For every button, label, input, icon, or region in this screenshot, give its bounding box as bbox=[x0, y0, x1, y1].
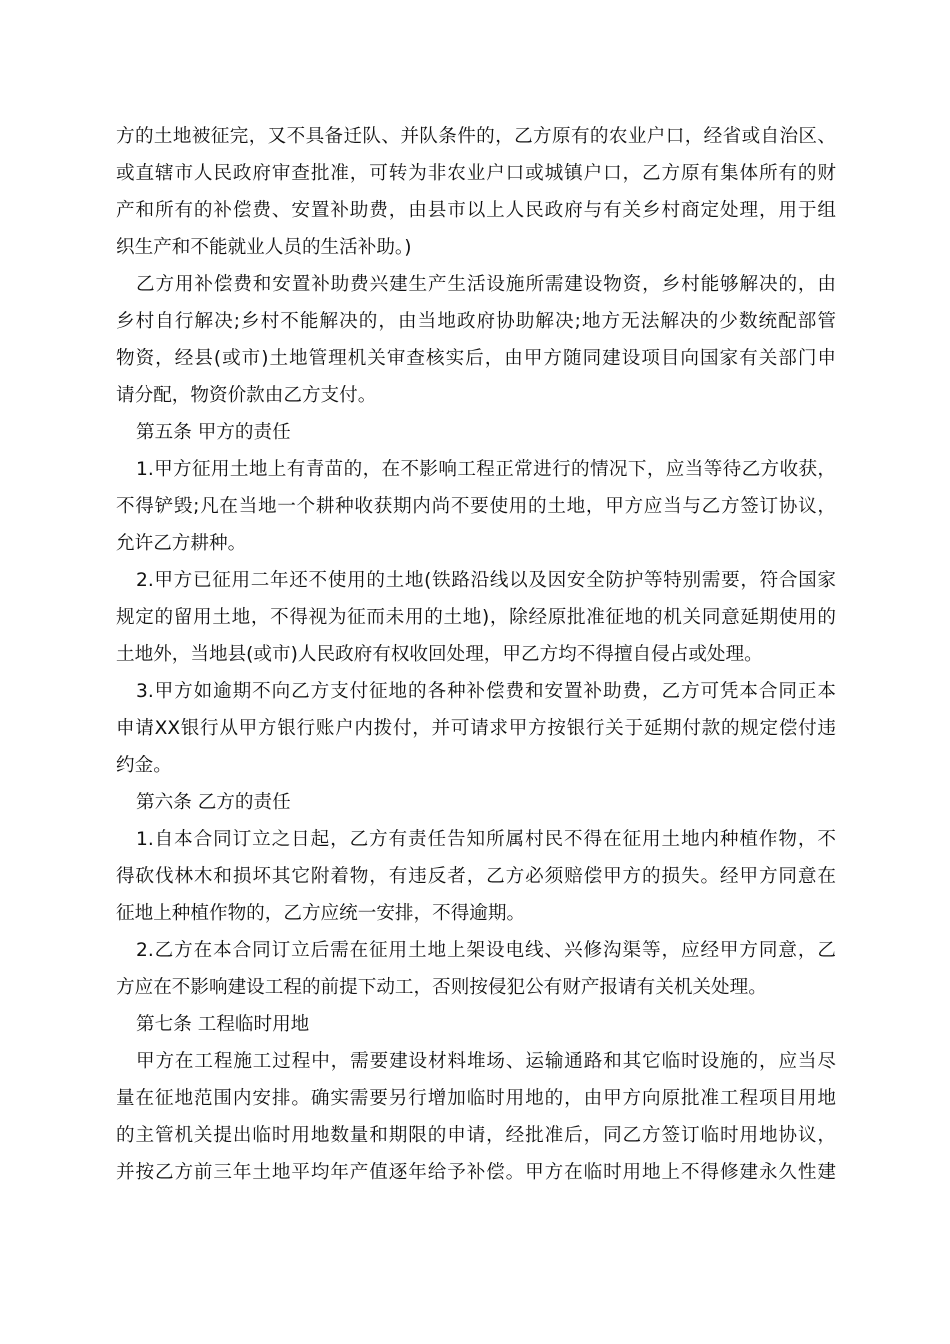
text-line: 织生产和不能就业人员的生活补助。) bbox=[116, 237, 412, 258]
document-body bbox=[116, 118, 836, 1191]
text-line: 第六条 乙方的责任 bbox=[136, 792, 291, 813]
text-line: 并按乙方前三年土地平均年产值逐年给予补偿。甲方在临时用地上不得修建永久性建 bbox=[116, 1162, 836, 1183]
text-line: 2.乙方在本合同订立后需在征用土地上架设电线、兴修沟渠等，应经甲方同意，乙 bbox=[136, 940, 836, 961]
text-line: 甲方在工程施工过程中，需要建设材料堆场、运输通路和其它临时设施的，应当尽 bbox=[136, 1051, 836, 1072]
text-line: 或直辖市人民政府审查批准，可转为非农业户口或城镇户口，乙方原有集体所有的财 bbox=[116, 163, 836, 184]
text-line: 方的土地被征完，又不具备迁队、并队条件的，乙方原有的农业户口，经省或自治区、 bbox=[116, 126, 836, 147]
text-line: 得砍伐林木和损坏其它附着物，有违反者，乙方必须赔偿甲方的损失。经甲方同意在 bbox=[116, 866, 836, 887]
text-line: 乙方用补偿费和安置补助费兴建生产生活设施所需建设物资，乡村能够解决的，由 bbox=[136, 274, 836, 295]
text-line: 规定的留用土地，不得视为征而未用的土地)，除经原批准征地的机关同意延期使用的 bbox=[116, 607, 836, 628]
text-line: 物资，经县(或市)土地管理机关审查核实后，由甲方随同建设项目向国家有关部门申 bbox=[116, 348, 836, 369]
text-line: 征地上种植作物的，乙方应统一安排，不得逾期。 bbox=[116, 903, 526, 924]
text-line: 申请XX银行从甲方银行账户内拨付，并可请求甲方按银行关于延期付款的规定偿付违 bbox=[116, 718, 836, 739]
text-line: 2.甲方已征用二年还不使用的土地(铁路沿线以及因安全防护等特别需要，符合国家 bbox=[136, 570, 836, 591]
text-line: 第五条 甲方的责任 bbox=[136, 422, 291, 443]
text-line: 请分配，物资价款由乙方支付。 bbox=[116, 385, 377, 406]
text-line: 约金。 bbox=[116, 755, 172, 776]
text-line: 方应在不影响建设工程的前提下动工，否则按侵犯公有财产报请有关机关处理。 bbox=[116, 977, 767, 998]
text-line: 产和所有的补偿费、安置补助费，由县市以上人民政府与有关乡村商定处理，用于组 bbox=[116, 200, 836, 221]
text-line: 乡村自行解决;乡村不能解决的，由当地政府协助解决;地方无法解决的少数统配部管 bbox=[116, 311, 836, 332]
text-line: 量在征地范围内安排。确实需要另行增加临时用地的，由甲方向原批准工程项目用地 bbox=[116, 1088, 836, 1109]
text-line: 允许乙方耕种。 bbox=[116, 533, 247, 554]
text-line: 第七条 工程临时用地 bbox=[136, 1014, 310, 1035]
text-line: 土地外，当地县(或市)人民政府有权收回处理，甲乙方均不得擅自侵占或处理。 bbox=[116, 644, 763, 665]
text-line: 的主管机关提出临时用地数量和期限的申请，经批准后，同乙方签订临时用地协议， bbox=[116, 1125, 836, 1146]
text-line: 1.自本合同订立之日起，乙方有责任告知所属村民不得在征用土地内种植作物，不 bbox=[136, 829, 836, 850]
text-line: 不得铲毁;凡在当地一个耕种收获期内尚不要使用的土地，甲方应当与乙方签订协议， bbox=[116, 496, 836, 517]
text-line: 3.甲方如逾期不向乙方支付征地的各种补偿费和安置补助费，乙方可凭本合同正本 bbox=[136, 681, 836, 702]
text-line: 1.甲方征用土地上有青苗的，在不影响工程正常进行的情况下，应当等待乙方收获， bbox=[136, 459, 836, 480]
